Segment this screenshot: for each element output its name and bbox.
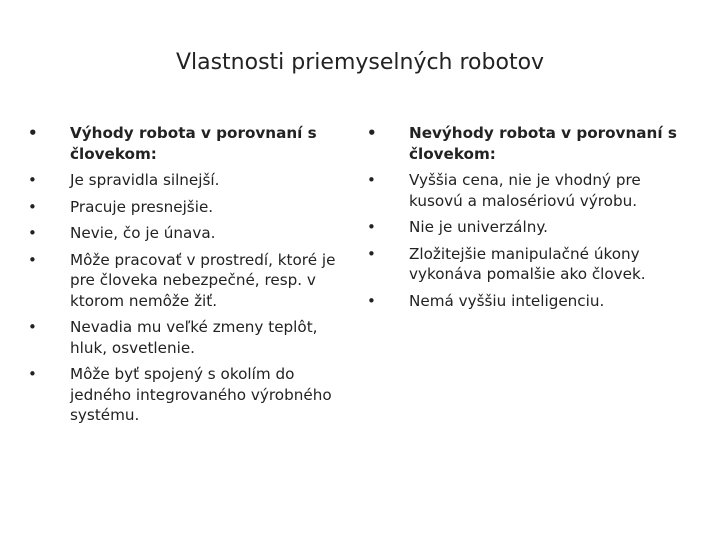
list-item-text: Vyššia cena, nie je vhodný pre kusovú a malosériovú výrobu. <box>409 171 641 210</box>
list-item <box>367 170 687 211</box>
list-item <box>28 170 348 191</box>
list-item-text: Môže byť spojený s okolím do jedného integrovaného výrobného systému. <box>70 365 332 424</box>
advantages-list <box>28 123 348 432</box>
bullet-icon: • <box>28 318 37 336</box>
bullet-icon: • <box>28 124 38 142</box>
bullet-icon: • <box>367 291 376 310</box>
list-item <box>28 250 348 312</box>
bullet-icon: • <box>28 171 37 189</box>
bullet-icon: • <box>28 250 37 269</box>
bullet-icon: • <box>28 197 37 216</box>
list-item <box>367 244 687 285</box>
bullet-icon: • <box>367 124 377 142</box>
list-item-text: Pracuje presnejšie. <box>70 197 214 216</box>
bullet-icon: • <box>367 218 376 236</box>
list-item <box>367 217 687 238</box>
list-item-text: Nie je univerzálny. <box>409 218 548 236</box>
disadvantages-list <box>367 123 687 317</box>
list-item-text: Je spravidla silnejší. <box>70 171 220 189</box>
list-item-text: Zložitejšie manipulačné úkony vykonáva pomalšie ako človek. <box>409 244 646 283</box>
list-item <box>28 364 348 426</box>
advantages-heading: Výhody robota v porovnaní s človekom: <box>70 124 317 163</box>
list-item <box>28 223 348 244</box>
list-item <box>28 123 348 164</box>
list-item-text: Môže pracovať v prostredí, ktoré je pre človeka nebezpečné, resp. v ktorom nemôže žiť. <box>70 250 336 310</box>
list-item <box>28 317 348 358</box>
list-item-text: Nemá vyššiu inteligenciu. <box>409 291 605 310</box>
list-item <box>367 123 687 164</box>
list-item-text: Nevie, čo je únava. <box>70 224 216 242</box>
list-item-text: Nevadia mu veľké zmeny teplôt, hluk, osvetlenie. <box>70 318 318 357</box>
bullet-icon: • <box>367 171 376 189</box>
bullet-icon: • <box>367 244 376 263</box>
list-item <box>367 291 687 312</box>
bullet-icon: • <box>28 365 37 383</box>
list-item <box>28 197 348 218</box>
bullet-icon: • <box>28 224 37 242</box>
disadvantages-heading: Nevýhody robota v porovnaní s človekom: <box>409 124 677 163</box>
slide-title: Vlastnosti priemyselných robotov <box>175 50 545 75</box>
